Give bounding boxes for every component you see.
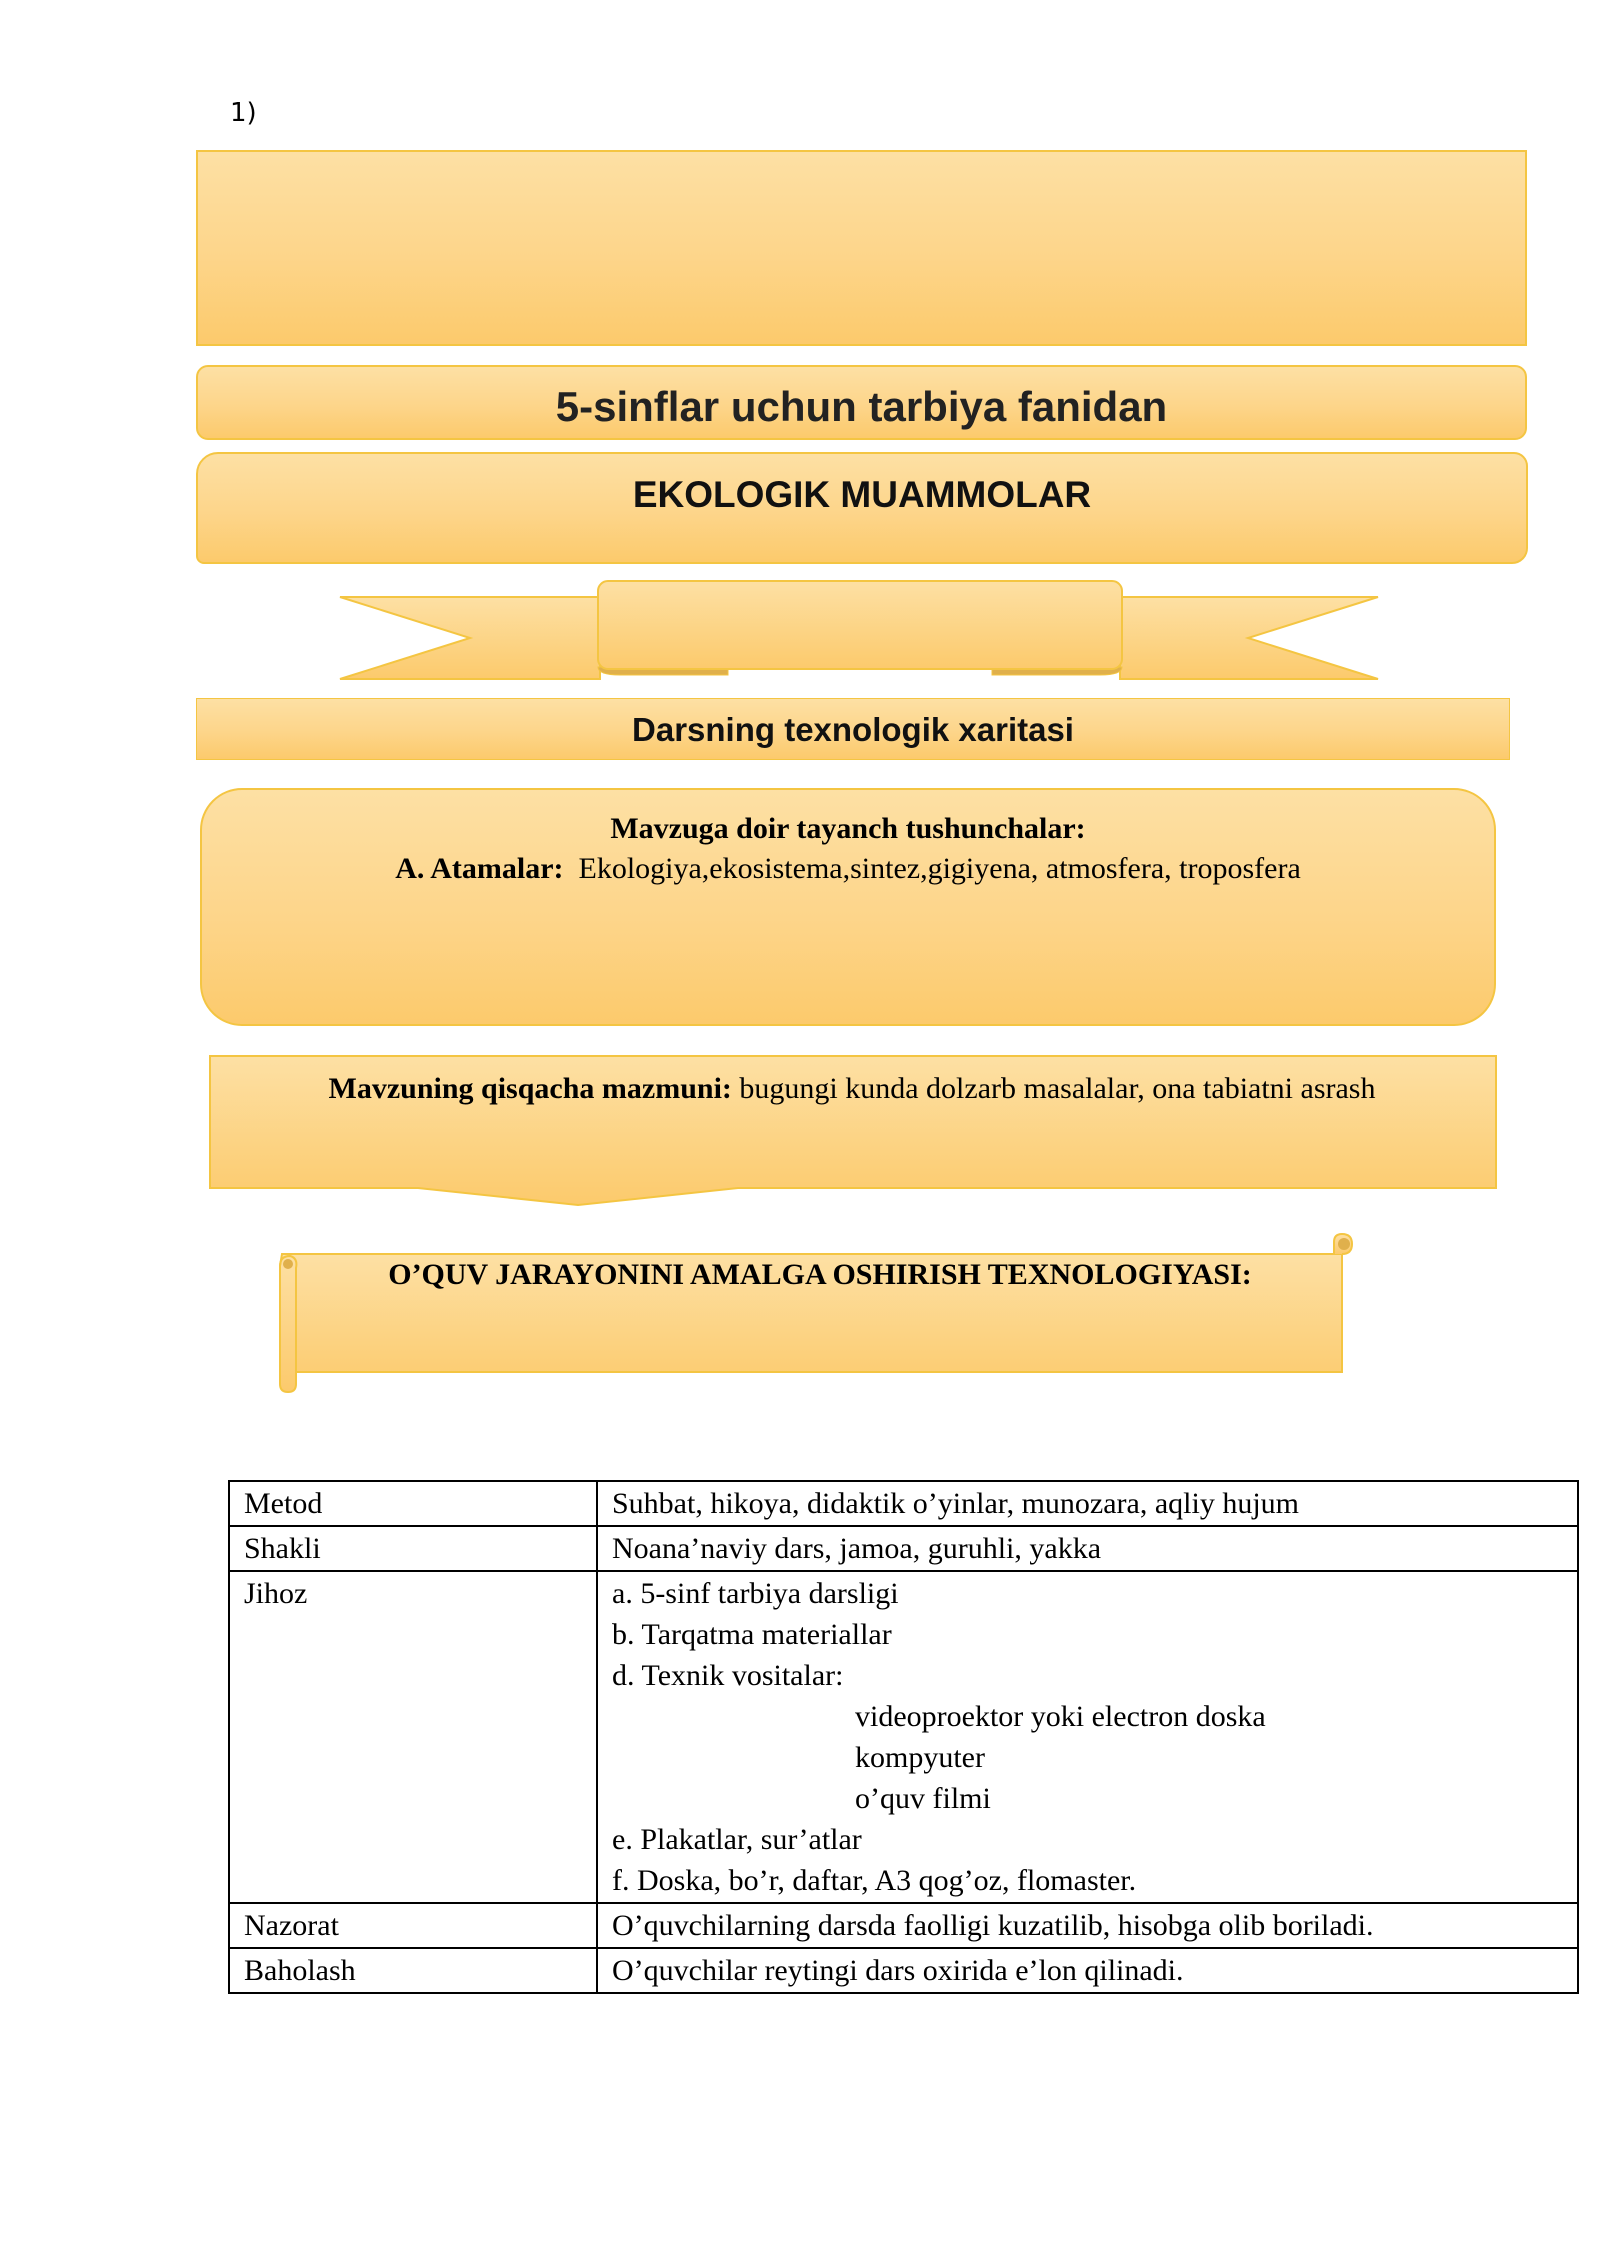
tech-title: O’QUV JARAYONINI AMALGA OSHIRISH TEXNOLOGIYASI:	[388, 1258, 1252, 1291]
table-row	[229, 1948, 1578, 1993]
table-row	[229, 1571, 1578, 1903]
concepts-heading: Mavzuga doir tayanch tushunchalar:	[610, 812, 1086, 845]
scroll-banner	[272, 1226, 1362, 1396]
equipment-item: a. 5-sinf tarbiya darsligi	[612, 1577, 899, 1610]
equipment-subitem: o’quv filmi	[855, 1782, 991, 1815]
row-label: Nazorat	[229, 1903, 597, 1948]
topic-box	[196, 452, 1528, 564]
equipment-subitem: kompyuter	[855, 1741, 985, 1774]
summary-text	[212, 1072, 1492, 1106]
row-label: Baholash	[229, 1948, 597, 1993]
equipment-item: b. Tarqatma materiallar	[612, 1618, 892, 1651]
terms-label: A. Atamalar:	[395, 852, 564, 885]
techmap-box	[196, 698, 1510, 760]
subject-title: 5-sinflar uchun tarbiya fanidan	[555, 383, 1168, 430]
row-label: Jihoz	[229, 1571, 597, 1903]
equipment-item: f. Doska, bo’r, daftar, A3 qog’oz, flomaster.	[612, 1864, 1137, 1897]
table-row	[229, 1481, 1578, 1526]
equipment-list	[597, 1571, 1578, 1903]
row-label: Metod	[229, 1481, 597, 1526]
top-banner	[196, 150, 1527, 346]
terms-value: Ekologiya,ekosistema,sintez,gigiyena, atmosfera, troposfera	[578, 852, 1301, 885]
summary-label: Mavzuning qisqacha mazmuni:	[328, 1072, 732, 1105]
subject-box	[196, 365, 1527, 440]
equipment-subitem: videoproektor yoki electron doska	[855, 1700, 1266, 1733]
row-value: O’quvchilarning darsda faolligi kuzatilib, hisobga olib boriladi.	[597, 1903, 1578, 1948]
equipment-item: d. Texnik vositalar:	[612, 1659, 844, 1692]
techmap-title: Darsning texnologik xaritasi	[632, 711, 1074, 748]
row-value: Suhbat, hikoya, didaktik o’yinlar, munozara, aqliy hujum	[597, 1481, 1578, 1526]
table-row	[229, 1526, 1578, 1571]
ribbon-banner	[330, 575, 1390, 685]
concepts-box	[200, 788, 1496, 1026]
row-value: Noana’naviy dars, jamoa, guruhli, yakka	[597, 1526, 1578, 1571]
page-number: 1)	[230, 98, 257, 128]
concepts-terms	[202, 852, 1494, 886]
row-label: Shakli	[229, 1526, 597, 1571]
info-table	[228, 1480, 1579, 1994]
equipment-item: e. Plakatlar, sur’atlar	[612, 1823, 862, 1856]
summary-value: bugungi kunda dolzarb masalalar, ona tabiatni asrash	[739, 1072, 1376, 1105]
table-row	[229, 1903, 1578, 1948]
row-value: O’quvchilar reytingi dars oxirida e’lon qilinadi.	[597, 1948, 1578, 1993]
topic-title: EKOLOGIK MUAMMOLAR	[632, 474, 1092, 515]
